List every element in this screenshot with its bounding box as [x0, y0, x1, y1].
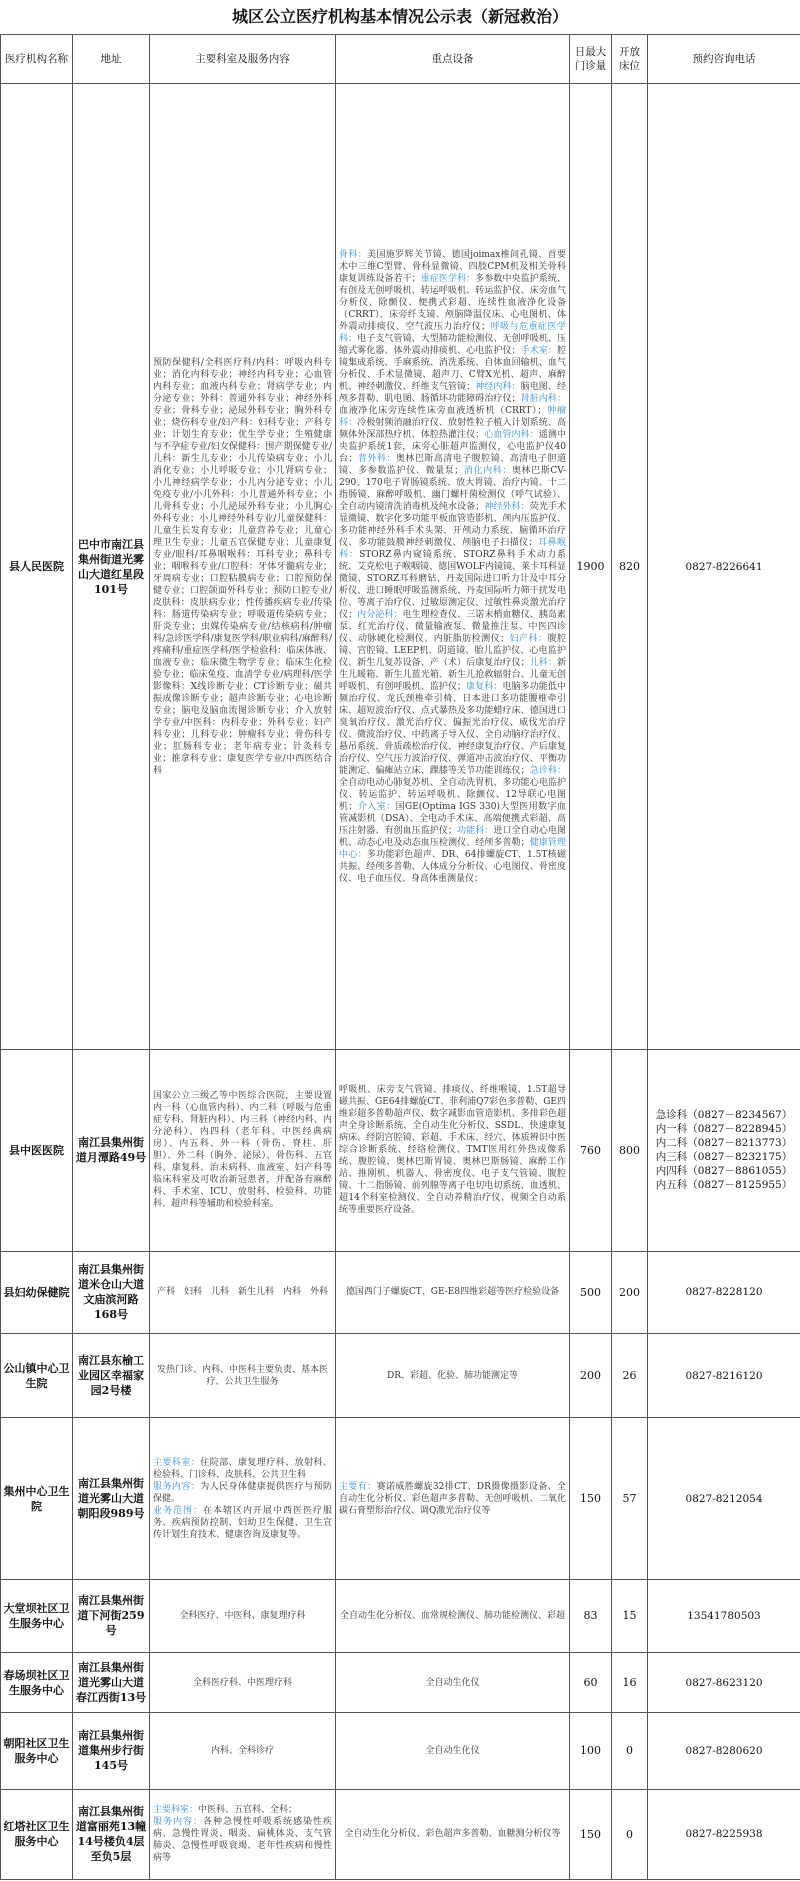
facility-address: 南江县集州街道下河街259号: [73, 1579, 150, 1652]
service-entry: [153, 1364, 332, 1388]
equipment-entry: [425, 1746, 479, 1756]
phone-cell: [648, 84, 800, 1050]
equipment-cell: [336, 1789, 570, 1879]
service-text: 国家公立三级乙等中医综合医院，主要设置内一科（心血管内科）、内二科（呼吸与危重症专科、肾脏内科）、内三科（神经内科、内分泌科）、内四科（老年科、中医经典病房）、内五科、外一科（骨伤、脊柱、肝胆）、外二科（胸外、泌尿）、骨伤科、五官科、康复科、治未病科、血液室、妇产科等临床科室及可收治新冠患者，并配备有麻醉科、手术室、ICU、放射科、检验科、功能科、超声科等辅助和检验科室。: [153, 1091, 332, 1210]
service-text: 全科医疗、中医科、康复理疗科: [179, 1610, 306, 1621]
equipment-cell: [336, 1251, 570, 1334]
phone-number: 0827-8225938: [685, 1828, 763, 1841]
table-body: [1, 84, 800, 1880]
equipment-entry: [387, 1371, 518, 1381]
service-entry: [153, 1816, 332, 1864]
table-row: [1, 1652, 800, 1712]
equipment-text: 腹腔镜、宫腔镜、LEEP机、阴道镜、胎儿监护仪、心电监护仪、新生儿复苏设备、产（术）后康复治疗仪；: [339, 633, 566, 668]
phone-number: 0827-8280620: [685, 1744, 763, 1757]
equipment-text: 新生儿暖箱、新生儿蓝光箱、新生儿抢救辐射台、儿童无创呼吸机、有创呼吸机、监护仪；: [339, 657, 566, 692]
equipment-label: 康复科：: [466, 681, 503, 692]
equipment-label: 消化内科：: [463, 465, 512, 476]
phone-cell: [648, 1418, 800, 1579]
equipment-text: 冷极射频消融治疗仪、放射性粒子植入计划系统、高频体外深部热疗机、体腔热灌注仪；: [339, 417, 566, 440]
daily-visits: 760: [570, 1050, 612, 1251]
equipment-entry: [425, 1678, 479, 1688]
equipment-label: 肾脏内科：: [520, 393, 566, 404]
table-row: [1, 1579, 800, 1652]
service-label: 服务内容：: [153, 1817, 203, 1828]
equipment-text: 电子支气管镜、大型肺功能检测仪、无创呼吸机、压缩式雾化器、体外震动排痰机、心电监护仪；: [339, 333, 566, 356]
service-entry: [153, 1505, 332, 1541]
service-entry: [153, 1677, 332, 1689]
facility-name: 公山镇中心卫生院: [1, 1334, 73, 1418]
service-label: 服务内容：: [153, 1481, 201, 1492]
service-text: 产科 妇科 儿科 新生儿科 内科 外科: [156, 1287, 328, 1298]
service-text: 内科、全科诊疗: [210, 1745, 274, 1756]
equipment-label: 手术室：: [520, 345, 557, 356]
services-cell: [150, 1652, 336, 1712]
services-cell: [150, 1713, 336, 1789]
phone-number: 0827-8228120: [685, 1286, 763, 1299]
table-row: [1, 1050, 800, 1251]
equipment-label: 神经内科：: [475, 381, 521, 392]
open-beds: 26: [612, 1334, 648, 1418]
service-entry: [153, 1745, 332, 1757]
service-label: 主要科室：: [153, 1805, 199, 1816]
equipment-label: 妇产科：: [509, 633, 548, 644]
header-name: 医疗机构名称: [1, 35, 73, 84]
table-header-row: [1, 35, 800, 84]
phone-number: 内三科（0827－8232175）: [655, 1151, 793, 1164]
facility-address: 南江县集州街道米仓山大道文庙滨河路168号: [73, 1251, 150, 1334]
equipment-text: 荧光手术显微镜、数字化多功能平板血管造影机、颅内压监护仪、多功能神经外科手术头架、开颅动力系统、脑循环治疗仪、多功能鼓膜神经刺激仪、颅脑电子扫描仪；: [339, 501, 566, 548]
equipment-cell: [336, 1579, 570, 1652]
service-text: 全科医疗科、中医理疗科: [192, 1677, 292, 1688]
facility-name: 县中医医院: [1, 1050, 73, 1251]
header-beds: 开放床位: [612, 35, 648, 84]
open-beds: 0: [612, 1789, 648, 1879]
equipment-text: 电生理检查仪、三诺末梢血糖仪、胰岛素泵、红光治疗仪、微量输液泵、微量推注泵、中医四诊仪、动脉硬化检测仪、内脏脂肪检测仪；: [339, 609, 566, 644]
facility-name: 大堂坝社区卫生服务中心: [1, 1579, 73, 1652]
equipment-cell: [336, 1334, 570, 1418]
equipment-text: 全自动生化分析仪、彩色超声多普勒、血糖测分析仪等: [344, 1829, 561, 1840]
phone-cell: [648, 1050, 800, 1251]
open-beds: 820: [612, 84, 648, 1050]
equipment-text: 血液净化床旁连续性床旁血液透析机（CRRT）；: [339, 405, 547, 416]
service-text: 为人民身体健康提供医疗与预防保健。: [153, 1481, 332, 1504]
table-row: [1, 84, 800, 1050]
facility-address: 南江县集州街道集州步行街145号: [73, 1713, 150, 1789]
services-cell: [150, 84, 336, 1050]
header-phone: 预约咨询电话: [648, 35, 800, 84]
table-row: [1, 1418, 800, 1579]
equipment-text: 全自动电动心肺复苏机、全自动洗胃机、多功能心电监护仪、转运监护、转运呼吸机、除颤仪、12导联心电图机；: [339, 777, 566, 812]
daily-visits: 500: [570, 1251, 612, 1334]
equipment-label: 主要有：: [339, 1481, 377, 1492]
equipment-entry: [339, 1085, 566, 1215]
equipment-label: 功能科：: [456, 825, 494, 836]
phone-cell: [648, 1251, 800, 1334]
equipment-entry: [339, 538, 566, 620]
phone-cell: [648, 1334, 800, 1418]
open-beds: 57: [612, 1418, 648, 1579]
equipment-text: 赛诺威胜螺旋32排CT、DR摄像摄影设备、全自动生化分析仪、彩色超声多普勒、无创呼吸机、二氧化碳石膏塑形治疗仪、调Q激光治疗仪等: [339, 1481, 566, 1516]
service-text: 住院部、康复理疗科、放射科、检验科、门诊科、皮肤科、公共卫生科: [153, 1457, 332, 1480]
service-entry: [153, 1457, 332, 1481]
phone-number: 急诊科（0827－8234567）: [655, 1109, 793, 1122]
facility-address: 巴中市南江县集州街道光雾山大道红星段101号: [73, 84, 150, 1050]
service-text: 发热门诊、内科、中医科主要负责、基本医疗、公共卫生服务: [156, 1364, 328, 1387]
equipment-text: 遥测中央监护系统1套，床旁心脏超声监测仪，心电监护仪40台；: [339, 429, 566, 464]
services-cell: [150, 1418, 336, 1579]
facility-address: 南江县集州街道月潭路49号: [73, 1050, 150, 1251]
services-cell: [150, 1579, 336, 1652]
facility-name: 春场坝社区卫生服务中心: [1, 1652, 73, 1712]
equipment-label: 肿瘤科：: [339, 405, 566, 428]
equipment-text: 奥林巴斯高清电子腹腔镜、高清电子胆道镜、多参数监护仪、微量泵；: [339, 453, 566, 476]
equipment-text: 全自动生化分析仪、血常规检测仪、肺功能检测仪、彩超: [339, 1610, 565, 1621]
equipment-entry: [340, 1611, 565, 1621]
equipment-label: 健康管理中心：: [339, 837, 566, 860]
open-beds: 800: [612, 1050, 648, 1251]
equipment-text: 美国施罗辉关节镜、德国joimax椎间孔镜、首要术中三维C型臂、骨科显微镜、四肢CPM机及相关骨科康复训练设备若干；: [339, 249, 566, 284]
equipment-label: 耳鼻喉科：: [339, 537, 566, 560]
equipment-entry: [339, 1482, 566, 1516]
equipment-text: 全自动生化仪: [425, 1745, 480, 1756]
equipment-label: 神经外科：: [484, 501, 530, 512]
equipment-entry: [339, 682, 566, 776]
service-entry: [153, 357, 332, 777]
service-entry: [153, 1090, 332, 1210]
service-text: 预防保健科/全科医疗科/内科：呼吸内科专业；消化内科专业；神经内科专业；心血管内科专业；血液内科专业；肾病学专业；内分泌专业；外科：普通外科专业；神经外科专业；骨科专业；泌尿外科专业；胸外科专业；烧伤科专业/妇产科：妇科专业；产科专业；计划生育专业；优生学专业；生殖健康与不孕症专业/妇女保健科：围产期保健专业/儿科：新生儿专业；小儿传染病专业；小儿消化专业；小儿呼吸专业；小儿肾病专业；小儿神经病学专业；小儿内分泌专业；小儿免疫专业/小儿外科：小儿普通外科专业；小儿骨科专业；小儿泌尿外科专业；小儿胸心外科专业；小儿神经外科专业/儿童保健科：儿童生长发育专业；儿童营养专业；儿童心理卫生专业；儿童五官保健专业；儿童康复专业/眼科/耳鼻咽喉科：耳科专业；鼻科专业；咽喉科专业/口腔科：牙体牙髓病专业；牙周病专业；口腔粘膜病专业；口腔预防保健专业；口腔颌面外科专业；预防口腔专业/皮肤科：皮肤病专业；性传播疾病专业/传染科：肠道传染病专业；呼吸道传染病专业；肝炎专业；虫媒传染病专业/结核病科/肿瘤科/急诊医学科/康复医学科/职业病科/麻醉科/疼痛科/重症医学科/医学检验科：临床体液、血液专业；临床微生物学专业；临床生化检验专业；临床免疫、血清学专业/病理科/医学影像科：X线诊断专业；CT诊断专业；磁共振成像诊断专业；超声诊断专业；心电诊断专业；脑电及脑血流图诊断专业；介入放射学专业/中医科：内科专业；外科专业；妇产科专业；儿科专业；肿瘤科专业；骨伤科专业；肛肠科专业；老年病专业；针灸科专业；推拿科专业；康复医学专业/中西医结合科: [153, 357, 332, 776]
service-text: 各种急慢性呼吸系统感染性疾病、急慢性胃炎、咽炎、扁桃体炎、支气管肺炎、急慢性呼吸衰竭、老年性疾病和慢性病等: [153, 1817, 332, 1864]
equipment-text: 德国西门子螺旋CT、GE-E8四维彩超等医疗检验设备: [345, 1287, 560, 1298]
equipment-text: STORZ鼻内窥镜系统、STORZ鼻科手术动力系统、艾克松电子喉咽镜、德国WOLF内镜镜、莱卡耳科显微镜、STORZ耳科磨钻、丹麦国际进口听力计及中耳分析仪、进口睡眠呼吸监测系统、丹麦国际听力筛干扰发电位、等离子治疗仪、过敏原测定仪、过敏性鼻炎激光治疗仪；: [339, 549, 566, 620]
equipment-text: 呼吸机、床旁支气管镜、排痰仪、纤维喉镜、1.5T超导磁共振、GE64排螺旋CT、菲利浦Q7彩色多普勒、GE四维彩超多普勒超声仪、数字减影血管造影机、多排彩色超声全身诊断系统、全自动生化分析仪、SSDL、快速康复病床、经阴宫腔镜、彩超、手术床、经穴、体质辨识中医综合诊断系统、经络检测仪、TMT医用红外热成像系统、腹腔镜、奥林巴斯胃镜、奥林巴斯肠镜、麻醉工作站、推刚机、机器人、骨密度仪、电子支气管镜、腹腔镜、十二指肠镜、前列腺等离子电切电切系统、血透机、超14个科室检测仪、全自动养精治疗仪、视频全自动系统等重要医疗设备。: [339, 1085, 566, 1216]
phone-number: 内一科（0827－8228945）: [655, 1123, 793, 1136]
equipment-label: 呼吸与危重症医学科：: [339, 321, 566, 344]
equipment-cell: [336, 1713, 570, 1789]
equipment-text: 脑电图、经颅多普勒、肌电图、肠循环功能障碍治疗仪；: [339, 381, 566, 404]
equipment-entry: [344, 1829, 560, 1839]
phone-cell: [648, 1713, 800, 1789]
services-cell: [150, 1251, 336, 1334]
equipment-label: 介入室：: [357, 801, 396, 812]
open-beds: 200: [612, 1251, 648, 1334]
daily-visits: 200: [570, 1334, 612, 1418]
equipment-label: 心血管内科：: [484, 429, 539, 440]
equipment-text: 多功能彩色超声、DR、64排螺旋CT、1.5T核磁共振、经颅多普勒、人体成分分析仪、心电图仪、骨密度仪、电子血压仪、身高体重测量仪；: [339, 849, 566, 884]
daily-visits: 60: [570, 1652, 612, 1712]
service-entry: [153, 1286, 332, 1298]
service-label: 业务范围：: [153, 1505, 203, 1516]
services-cell: [150, 1334, 336, 1418]
header-address: 地址: [73, 35, 150, 84]
equipment-label: 儿科：: [529, 657, 557, 668]
daily-visits: 100: [570, 1713, 612, 1789]
equipment-cell: [336, 1418, 570, 1579]
equipment-text: 多参数中央监护系统、有创及无创呼吸机、转运呼吸机、转运监护仪、床旁血气分析仪、除颤仪、便携式彩超、连续性血液净化设备（CRRT）、床旁纤支镜、颅脑降温仪床、心电图机、体外震动排痰仪、空气波压力治疗仪；: [339, 273, 566, 332]
table-row: [1, 1251, 800, 1334]
phone-number: 0827-8216120: [685, 1369, 763, 1382]
header-visits: 日最大门诊量: [570, 35, 612, 84]
facility-address: 南江县集州街道光雾山大道朝阳段989号: [73, 1418, 150, 1579]
phone-number: 0827-8226641: [685, 560, 763, 573]
equipment-label: 骨科：: [339, 249, 368, 260]
facility-name: 红塔社区卫生服务中心: [1, 1789, 73, 1879]
equipment-label: 普外科：: [357, 453, 396, 464]
daily-visits: 83: [570, 1579, 612, 1652]
open-beds: 0: [612, 1713, 648, 1789]
equipment-text: 进口全自动心电图机、动态心电及动态血压检测仪、经颅多普勒；: [339, 825, 566, 848]
page-title: 城区公立医疗机构基本情况公示表（新冠救治）: [231, 7, 568, 26]
equipment-text: 全自动生化仪: [425, 1677, 480, 1688]
phone-number: 内四科（0827－8861055）: [655, 1165, 793, 1178]
equipment-entry: [346, 1287, 559, 1297]
facility-address: 南江县集州街道光雾山大道春江西街13号: [73, 1652, 150, 1712]
facility-address: 南江县东榆工业园区幸福家园2号楼: [73, 1334, 150, 1418]
service-entry: [153, 1481, 332, 1505]
table-row: [1, 1789, 800, 1879]
phone-cell: [648, 1579, 800, 1652]
facility-name: 县人民医院: [1, 84, 73, 1050]
equipment-label: 急诊科：: [529, 765, 566, 776]
phone-cell: [648, 1652, 800, 1712]
phone-number: 0827-8623120: [685, 1676, 763, 1689]
equipment-cell: [336, 1050, 570, 1251]
hospital-table: [0, 34, 800, 1880]
service-entry: [153, 1804, 332, 1816]
phone-cell: [648, 1789, 800, 1879]
equipment-text: 电脑多功能低中频治疗仪、龙氏颈椎牵引椅、日本进口多功能腰椎牵引床、超短波治疗仪、点式暴热及多功能蜡疗床、德国进口臭氧治疗仪、激光治疗仪、偏振光治疗仪、威伐光治疗仪、微波治疗仪、中药离子导入仪、全自动脑疗治疗仪、悬吊系统、骨质疏松治疗仪、神经康复治疗仪、产后康复治疗仪、空气压力波治疗仪、弹道冲击波治疗仪、平衡功能测定、偏瘫站立床、踝膝等关节功能训练仪；: [339, 681, 566, 776]
equipment-text: 奥林巴斯CV-290、170电子胃肠镜系统、放大胃镜、治疗内镜、十二指肠镜、麻醉呼吸机、幽门螺杆菌检测仪（呼气试验）、全自动内镜清洗消毒机及纯水设备；: [339, 465, 566, 512]
daily-visits: 150: [570, 1418, 612, 1579]
equipment-cell: [336, 84, 570, 1050]
facility-name: 集州中心卫生院: [1, 1418, 73, 1579]
daily-visits: 150: [570, 1789, 612, 1879]
facility-name: 朝阳社区卫生服务中心: [1, 1713, 73, 1789]
service-label: 主要科室：: [153, 1457, 201, 1468]
equipment-label: 内分泌科：: [357, 609, 403, 620]
equipment-label: 重症医学科：: [420, 273, 476, 284]
service-entry: [153, 1610, 332, 1622]
facility-name: 县妇幼保健院: [1, 1251, 73, 1334]
table-row: [1, 1713, 800, 1789]
facility-address: 南江县集州街道富丽苑13幢14号楼负4层至负5层: [73, 1789, 150, 1879]
phone-number: 内二科（0827－8213773）: [655, 1137, 793, 1150]
header-equipment: 重点设备: [336, 35, 570, 84]
daily-visits: 1900: [570, 84, 612, 1050]
equipment-text: 腔镜集成系统、手麻系统、消洗系统、自体血回输机、血气分析仪、手术显微镜、超声刀、C臂X光机、超声、麻醉机、神经刺激仪、纤维支气管镜；: [339, 345, 566, 392]
equipment-cell: [336, 1652, 570, 1712]
open-beds: 16: [612, 1652, 648, 1712]
equipment-text: DR、彩超、化验、肺功能测定等: [387, 1370, 518, 1381]
open-beds: 15: [612, 1579, 648, 1652]
header-services: 主要科室及服务内容: [150, 35, 336, 84]
phone-number: 13541780503: [687, 1609, 761, 1622]
service-text: 在本辖区内开展中西医医疗服务、疾病预防控制、妇幼卫生保健、卫生宣传计划生育技术、健康咨询及康复等。: [153, 1505, 332, 1540]
table-row: [1, 1334, 800, 1418]
services-cell: [150, 1050, 336, 1251]
equipment-text: 国GE(Optima IGS 330)大型医用数字血管减影机（DSA）、全电动手术床、高端便携式彩超、高压注射器、有创血压监护仪；: [339, 801, 566, 836]
phone-number: 0827-8212054: [685, 1492, 763, 1505]
phone-number: 内五科（0827－8125955）: [655, 1179, 793, 1192]
services-cell: [150, 1789, 336, 1879]
service-text: 中医科、五官科、全科；: [198, 1805, 298, 1816]
